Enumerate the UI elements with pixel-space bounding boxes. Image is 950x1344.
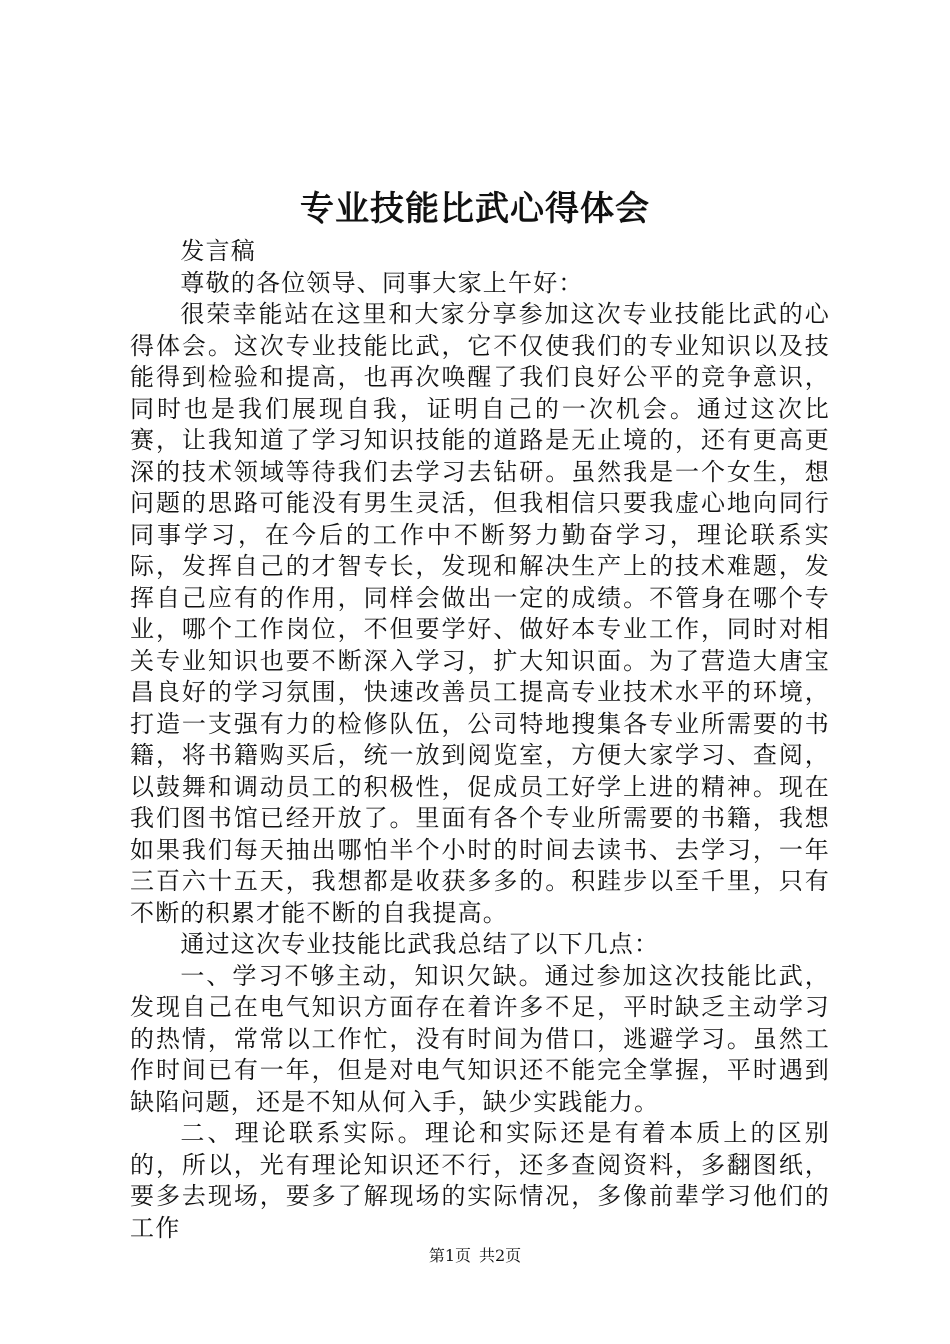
page-total: 共2页 [479,1246,522,1265]
document-body [130,236,830,1244]
page-number: 第1页 [428,1246,471,1265]
paragraph-point-two: 二、理论联系实际。理论和实际还是有着本质上的区别的，所以，光有理论知识还不行，还多查阅资料，多翻图纸，要多去现场，要多了解现场的实际情况，多像前辈学习他们的工作 [130,1119,830,1242]
page-footer [0,1245,950,1267]
paragraph-point-one: 一、学习不够主动，知识欠缺。通过参加这次技能比武，发现自己在电气知识方面存在着许多不足，平时缺乏主动学习的热情，常常以工作忙，没有时间为借口，逃避学习。虽然工作时间已有一年，但是对电气知识还不能完全掌握，平时遇到缺陷问题，还是不知从何入手，缺少实践能力。 [130,961,830,1116]
document-title: 专业技能比武心得体会 [300,189,650,229]
paragraph-main: 很荣幸能站在这里和大家分享参加这次专业技能比武的心得体会。这次专业技能比武，它不仅使我们的专业知识以及技能得到检验和提高，也再次唤醒了我们良好公平的竞争意识，同时也是我们展现自我，证明自己的一次机会。通过这次比赛，让我知道了学习知识技能的道路是无止境的，还有更高更深的技术领域等待我们去学习去钻研。虽然我是一个女生，想问题的思路可能没有男生灵活，但我相信只要我虚心地向同行同事学习，在今后的工作中不断努力勤奋学习，理论联系实际，发挥自己的才智专长，发现和解决生产上的技术难题，发挥自己应有的作用，同样会做出一定的成绩。不管身在哪个专业，哪个工作岗位，不但要学好、做好本专业工作，同时对相关专业知识也要不断深入学习，扩大知识面。为了营造大唐宝昌良好的学习氛围，快速改善员工提高专业技术水平的环境，打造一支强有力的检修队伍，公司特地搜集各专业所需要的书籍，将书籍购买后，统一放到阅览室，方便大家学习、查阅，以鼓舞和调动员工的积极性，促成员工好学上进的精神。现在我们图书馆已经开放了。里面有各个专业所需要的书籍，我想如果我们每天抽出哪怕半个小时的时间去读书、去学习，一年三百六十五天，我想都是收获多多的。积跬步以至千里，只有不断的积累才能不断的自我提高。 [130,300,830,927]
paragraph-summary-intro: 通过这次专业技能比武我总结了以下几点： [180,930,660,958]
paragraph-greeting: 尊敬的各位领导、同事大家上午好： [180,268,584,297]
paragraph-speech-label: 发言稿 [180,237,256,265]
